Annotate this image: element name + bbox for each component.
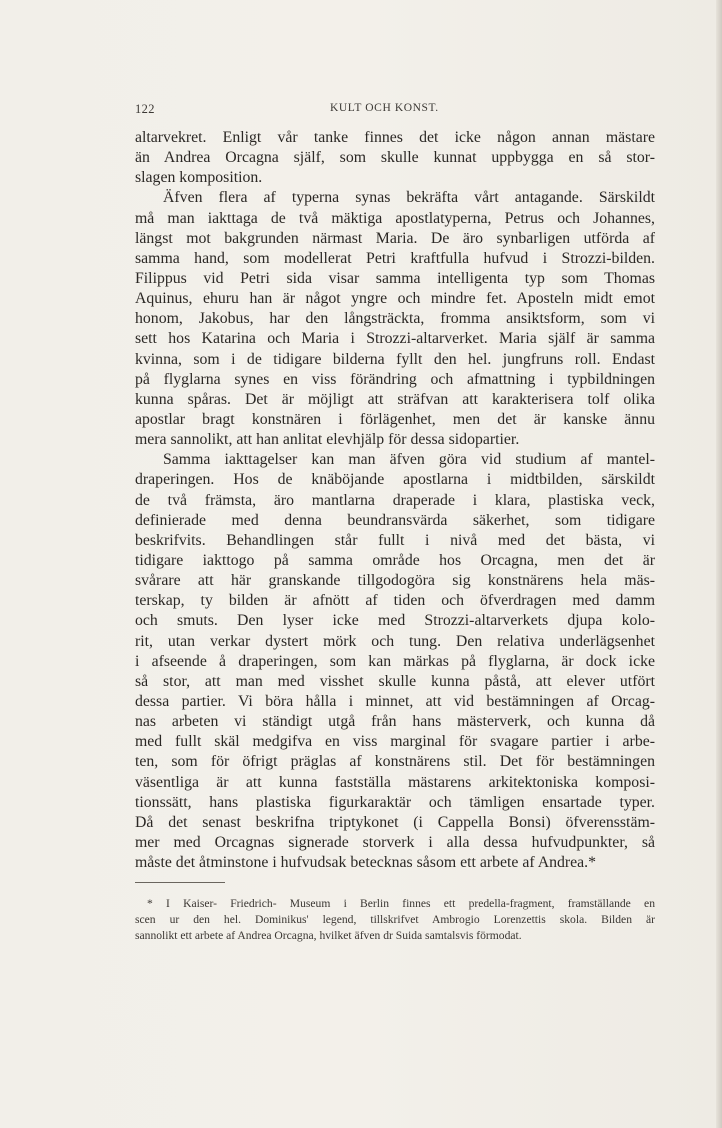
text-line: terskap, ty bilden är afnött af tiden och öfverdragen med damm	[135, 592, 655, 610]
text-line: svårare att här granskande tillgodogöra sig konstnärens hela mäs-	[135, 572, 655, 590]
text-line: slagen komposition.	[135, 169, 263, 187]
text-line: kvinna, som i de tidigare bilderna fyllt den hel. jungfruns roll. Endast	[135, 350, 655, 368]
text-line: definierade med denna beundransvärda säkerhet, som tidigare	[135, 511, 655, 529]
text-line: och smuts. Den lyser icke med Strozzi-altarverkets djupa kolo-	[135, 612, 655, 630]
text-line: ten, som för öfrigt präglas af konstnärens stil. Det för bestämningen	[135, 753, 655, 771]
footnote	[135, 896, 655, 944]
text-line: beskrifvits. Behandlingen står fullt i nivå med det bästa, vi	[135, 531, 655, 549]
text-line: mer med Orcagnas signerade storverk i alla dessa hufvudpunkter, så	[135, 833, 655, 851]
text-line: så stor, att man med visshet skulle kunna påstå, att elever utfört	[135, 672, 655, 690]
text-line: apostlar bragt konstnären i förlägenhet, men det är kanske ännu	[135, 410, 655, 428]
text-line: sett hos Katarina och Maria i Strozzi-altarverket. Maria själf är samma	[135, 330, 655, 348]
page-number: 122	[135, 102, 155, 116]
text-line: draperingen. Hos de knäböjande apostlarna i midtbilden, särskildt	[135, 471, 655, 489]
text-line: med fullt skäl medgifva en viss marginal för svagare partier i arbe-	[135, 733, 655, 751]
text-line: Äfven flera af typerna synas bekräfta vårt antagande. Särskildt	[163, 189, 655, 207]
text-line: väsentliga är att kunna fastställa mästarens arkitektoniska komposi-	[135, 773, 655, 791]
text-line: samma hand, som modellerat Petri kraftfulla hufvud i Strozzi-bilden.	[135, 249, 655, 267]
text-line: de två främsta, äro mantlarna draperade i klara, plastiska veck,	[135, 491, 655, 509]
body-text	[135, 128, 655, 873]
page-header	[135, 102, 655, 124]
footnote-line: scen ur den hel. Dominikus' legend, tillskrifvet Ambrogio Lorenzettis skola. Bilden är	[135, 913, 655, 926]
text-line: Filippus vid Petri sida visar samma intelligenta typ som Thomas	[135, 269, 655, 287]
text-line: Samma iakttagelser kan man äfven göra vid studium af mantel-	[163, 451, 655, 469]
text-line: rit, utan verkar dystert mörk och tung. Den relativa underlägsenhet	[135, 632, 655, 650]
footnote-rule	[135, 882, 225, 883]
text-line: måste det åtminstone i hufvudsak betecknas såsom ett arbete af Andrea.*	[135, 854, 597, 872]
text-line: altarvekret. Enligt vår tanke finnes det icke någon annan mästare	[135, 129, 655, 146]
footnote-line: * I Kaiser- Friedrich- Museum i Berlin finnes ett predella-fragment, framställande en	[147, 897, 655, 910]
text-line: honom, Jakobus, har den långsträckta, fromma ansiktsform, som vi	[135, 310, 655, 328]
text-line: Då det senast beskrifna triptykonet (i Cappella Bonsi) öfverensstäm-	[135, 813, 655, 831]
text-line: Aquinus, ehuru han är något yngre och mindre fet. Aposteln midt emot	[135, 290, 655, 308]
text-line: än Andrea Orcagna själf, som skulle kunnat uppbygga en så stor-	[135, 149, 655, 167]
text-line: tionssätt, hans plastiska figurkaraktär och tämligen ensartade typer.	[135, 793, 655, 811]
page-edge	[716, 0, 722, 1128]
text-line: nas arbeten vi ständigt utgå från hans mästerverk, och kunna då	[135, 713, 655, 731]
text-line: mera sannolikt, att han anlitat elevhjälp för dessa sidopartier.	[135, 431, 520, 449]
text-line: på flyglarna synes en viss förändring och afmattning i typbildningen	[135, 370, 655, 388]
text-line: må man iakttaga de två mäktiga apostlatyperna, Petrus och Johannes,	[135, 209, 655, 227]
text-line: i afseende å draperingen, som kan märkas på flyglarna, är dock icke	[135, 652, 655, 670]
text-line: dessa partier. Vi böra hålla i minnet, att vid bestämningen af Orcag-	[135, 692, 655, 710]
running-title: KULT OCH KONST.	[330, 102, 439, 114]
text-line: kunna spåras. Det är möjligt att sträfvan att karakterisera tolf olika	[135, 390, 655, 408]
text-line: tidigare iakttogo på samma område hos Orcagna, men det är	[135, 551, 655, 569]
text-line: längst mot bakgrunden närmast Maria. De äro synbarligen utförda af	[135, 229, 655, 247]
footnote-line: sannolikt ett arbete af Andrea Orcagna, hvilket äfven dr Suida samtalsvis förmodat.	[135, 929, 522, 942]
